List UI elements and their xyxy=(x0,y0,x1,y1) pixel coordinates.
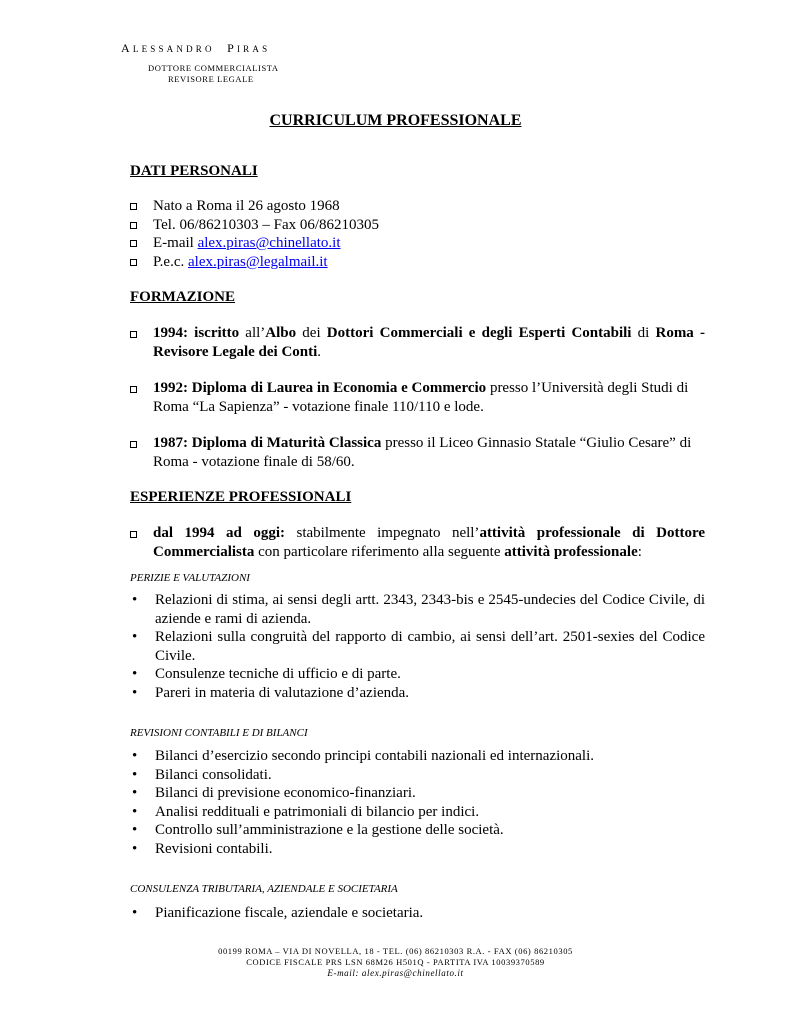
checkbox-square-icon xyxy=(130,240,137,247)
checkbox-square-icon xyxy=(130,531,137,538)
formazione-item-1994: 1994: iscritto all’Albo dei Dottori Commerciali e degli Esperti Contabili di Roma - Revisore Legale dei Conti. xyxy=(130,324,705,362)
checkbox-square-icon xyxy=(130,441,137,448)
perizie-list xyxy=(130,591,705,702)
list-item xyxy=(130,234,705,253)
list-item: • Consulenze tecniche di ufficio e di parte. xyxy=(132,666,401,682)
section-formazione: FORMAZIONE xyxy=(130,289,235,305)
bullet-icon: • xyxy=(132,766,138,783)
subheading-perizie: PERIZIE E VALUTAZIONI xyxy=(130,572,250,584)
list-item: • Pianificazione fiscale, aziendale e societaria. xyxy=(132,905,424,921)
bullet-icon: • xyxy=(132,629,138,645)
list-item: • Bilanci di previsione economico-finanziari. xyxy=(132,785,416,801)
subheading-consulenza: CONSULENZA TRIBUTARIA, AZIENDALE E SOCIETARIA xyxy=(130,883,398,895)
name-first-initial: A xyxy=(121,41,133,55)
list-item: • Analisi reddituali e patrimoniali di bilancio per indici. xyxy=(132,803,480,820)
bullet-icon: • xyxy=(132,840,138,857)
formazione-item-1992: 1992: Diploma di Laurea in Economia e Commercio presso l’Università degli Studi di Roma “La Sapienza” - votazione finale 110/110 e lode. xyxy=(130,379,705,417)
subheading-revisioni: REVISIONI CONTABILI E DI BILANCI xyxy=(130,727,308,739)
list-item xyxy=(130,216,705,235)
bullet-icon: • xyxy=(132,748,138,764)
email-label: E-mail xyxy=(153,235,198,251)
esperienze-intro: dal 1994 ad oggi: stabilmente impegnato nell’attività professionale di Dottore Commercialista con particolare riferimento alla seguente attività professionale: xyxy=(130,524,705,562)
pec-label: P.e.c. xyxy=(153,253,188,270)
checkbox-square-icon xyxy=(130,222,137,229)
phone-info: Tel. 06/86210303 – Fax 06/86210305 xyxy=(153,216,380,233)
list-item: • Pareri in materia di valutazione d’azienda. xyxy=(132,684,410,701)
footer-tax-codes: CODICE FISCALE PRS LSN 68M26 H501Q - PARTITA IVA 10039370589 xyxy=(246,957,545,967)
bullet-icon: • xyxy=(132,684,138,701)
consulenza-list xyxy=(130,904,705,923)
list-item: • Controllo sull’amministrazione e la gestione delle società. xyxy=(132,822,504,838)
bullet-icon: • xyxy=(132,666,138,682)
bullet-icon: • xyxy=(132,803,138,820)
checkbox-square-icon xyxy=(130,331,137,338)
list-item: • Bilanci d’esercizio secondo principi contabili nazionali ed internazionali. xyxy=(132,748,595,764)
document-title: CURRICULUM PROFESSIONALE xyxy=(269,112,522,129)
checkbox-square-icon xyxy=(130,386,137,393)
bullet-icon: • xyxy=(132,905,138,921)
section-dati-personali: DATI PERSONALI xyxy=(130,163,258,179)
email-link[interactable]: alex.piras@chinellato.it xyxy=(197,235,341,251)
header-role-2: REVISORE LEGALE xyxy=(168,74,254,84)
list-item xyxy=(130,253,705,272)
name-last-initial: P xyxy=(227,41,237,55)
formazione-item-1987: 1987: Diploma di Maturità Classica presso il Liceo Ginnasio Statale “Giulio Cesare” di Roma - votazione finale di 58/60. xyxy=(130,434,705,472)
name-first-rest: LESSANDRO xyxy=(132,44,215,54)
footer-address: 00199 ROMA – VIA DI NOVELLA, 18 - TEL. (06) 86210303 R.A. - FAX (06) 86210305 xyxy=(218,946,573,956)
bullet-icon: • xyxy=(132,785,138,801)
header-role-1: DOTTORE COMMERCIALISTA xyxy=(148,63,279,73)
bullet-icon: • xyxy=(132,592,138,608)
footer-email: E-mail: alex.piras@chinellato.it xyxy=(327,968,464,978)
bullet-icon: • xyxy=(132,822,138,838)
list-item: • Bilanci consolidati. xyxy=(132,766,272,783)
section-esperienze: ESPERIENZE PROFESSIONALI xyxy=(130,489,352,505)
name-last-rest: IRAS xyxy=(236,44,271,54)
checkbox-square-icon xyxy=(130,203,137,210)
dati-list xyxy=(130,197,705,271)
list-item: • Revisioni contabili. xyxy=(132,840,273,857)
birth-info: Nato a Roma il 26 agosto 1968 xyxy=(153,198,340,214)
list-item xyxy=(130,197,705,216)
revisioni-list xyxy=(130,747,705,858)
list-item: • Relazioni sulla congruità del rapporto di cambio, ai sensi dell’art. 2501-sexies del Codice Civile. xyxy=(132,629,705,664)
checkbox-square-icon xyxy=(130,259,137,266)
pec-link[interactable]: alex.piras@legalmail.it xyxy=(188,253,328,270)
list-item: • Relazioni di stima, ai sensi degli artt. 2343, 2343-bis e 2545-undecies del Codice Civile, di aziende e rami di azienda. xyxy=(132,592,705,627)
header-name xyxy=(121,41,270,56)
